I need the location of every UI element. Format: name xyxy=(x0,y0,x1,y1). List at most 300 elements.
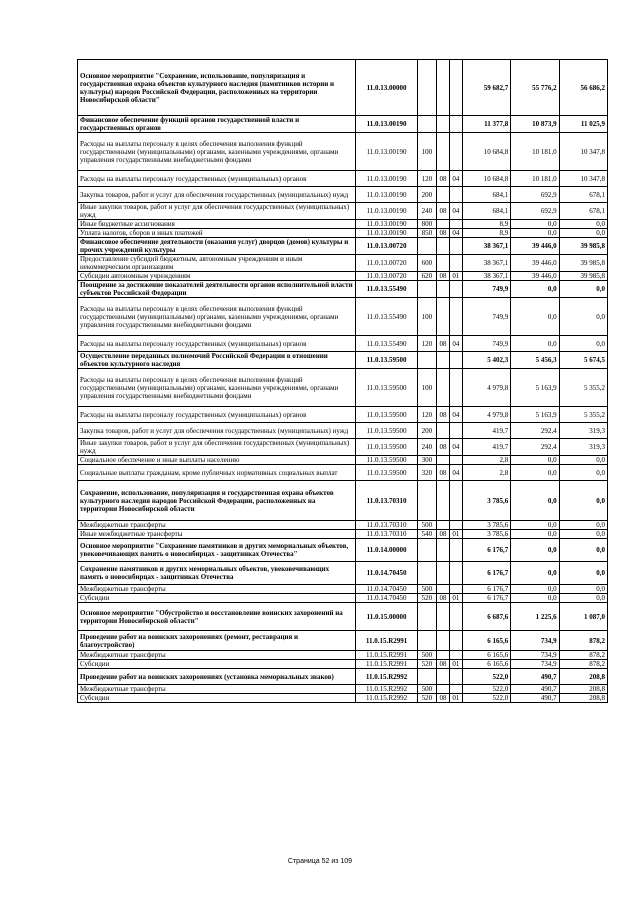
subsection-cell xyxy=(449,133,462,171)
subsection-cell xyxy=(449,481,462,521)
amount-year1-cell: 522,0 xyxy=(462,694,510,703)
target-article-code-cell: 11.0.13.00190 xyxy=(356,171,417,187)
amount-year1-cell: 684,1 xyxy=(462,187,510,203)
amount-year1-cell: 6 687,6 xyxy=(462,603,510,631)
expense-type-cell xyxy=(417,116,436,133)
section-cell: 08 xyxy=(437,530,450,539)
amount-year3-cell: 0,0 xyxy=(559,539,607,562)
amount-year1-cell: 2,8 xyxy=(462,456,510,465)
amount-year2-cell: 490,7 xyxy=(511,669,559,685)
expense-type-cell xyxy=(417,539,436,562)
amount-year1-cell: 10 684,8 xyxy=(462,171,510,187)
expense-name-cell: Сохранение памятников и других мемориальных объектов, увековечивающих память о новосибирцах - защитниках Отечества xyxy=(78,562,356,585)
amount-year1-cell: 6 176,7 xyxy=(462,562,510,585)
subsection-cell: 01 xyxy=(449,594,462,603)
expense-name-cell: Иные закупки товаров, работ и услуг для обеспечения государственных (муниципальных) нужд xyxy=(78,203,356,220)
amount-year1-cell: 2,8 xyxy=(462,465,510,481)
amount-year3-cell: 878,2 xyxy=(559,660,607,669)
expense-type-cell: 500 xyxy=(417,685,436,694)
target-article-code-cell: 11.0.15.R2992 xyxy=(356,685,417,694)
subsection-cell xyxy=(449,220,462,229)
table-row xyxy=(78,255,608,272)
subsection-cell: 04 xyxy=(449,407,462,423)
expense-type-cell: 520 xyxy=(417,660,436,669)
amount-year2-cell: 734,9 xyxy=(511,651,559,660)
amount-year2-cell: 39 446,0 xyxy=(511,238,559,255)
expense-type-cell xyxy=(417,352,436,369)
target-article-code-cell: 11.0.15.00000 xyxy=(356,603,417,631)
section-cell: 08 xyxy=(437,439,450,456)
section-cell xyxy=(437,685,450,694)
expense-name-cell: Осуществление переданных полномочий Российской Федерации в отношении объектов культурного наследия xyxy=(78,352,356,369)
expense-name-cell: Сохранение, использование, популяризация и государственная охрана объектов культурного наследия народов Российской Федерации, расположенных на территории Новосибирской области xyxy=(78,481,356,521)
table-row xyxy=(78,685,608,694)
expense-type-cell xyxy=(417,631,436,651)
expense-type-cell xyxy=(417,281,436,298)
expense-name-cell: Межбюджетные трансферты xyxy=(78,685,356,694)
amount-year2-cell: 292,4 xyxy=(511,423,559,439)
amount-year2-cell: 0,0 xyxy=(511,585,559,594)
section-cell xyxy=(437,187,450,203)
amount-year1-cell: 59 682,7 xyxy=(462,60,510,116)
target-article-code-cell: 11.0.13.59500 xyxy=(356,456,417,465)
subsection-cell: 04 xyxy=(449,465,462,481)
expense-name-cell: Расходы на выплаты персоналу в целях обеспечения выполнения функций государственными (муниципальными) органами, казенными учреждениями, органами управления государственными внебюджетными фондами xyxy=(78,133,356,171)
amount-year2-cell: 0,0 xyxy=(511,521,559,530)
expense-type-cell xyxy=(417,60,436,116)
expense-type-cell: 120 xyxy=(417,171,436,187)
amount-year1-cell: 6 176,7 xyxy=(462,594,510,603)
expense-type-cell: 620 xyxy=(417,272,436,281)
amount-year3-cell: 0,0 xyxy=(559,220,607,229)
amount-year1-cell: 4 979,8 xyxy=(462,407,510,423)
subsection-cell xyxy=(449,116,462,133)
table-row xyxy=(78,203,608,220)
section-cell xyxy=(437,521,450,530)
amount-year3-cell: 0,0 xyxy=(559,585,607,594)
expense-type-cell: 100 xyxy=(417,133,436,171)
amount-year2-cell: 0,0 xyxy=(511,220,559,229)
amount-year2-cell: 490,7 xyxy=(511,685,559,694)
expense-name-cell: Межбюджетные трансферты xyxy=(78,651,356,660)
amount-year2-cell: 0,0 xyxy=(511,229,559,238)
section-cell xyxy=(437,281,450,298)
target-article-code-cell: 11.0.13.00190 xyxy=(356,229,417,238)
amount-year1-cell: 6 165,6 xyxy=(462,651,510,660)
amount-year3-cell: 5 674,5 xyxy=(559,352,607,369)
section-cell xyxy=(437,539,450,562)
amount-year2-cell: 734,9 xyxy=(511,660,559,669)
budget-table xyxy=(77,59,608,703)
target-article-code-cell: 11.0.13.59500 xyxy=(356,369,417,407)
amount-year2-cell: 0,0 xyxy=(511,562,559,585)
table-row xyxy=(78,369,608,407)
table-row xyxy=(78,220,608,229)
subsection-cell: 01 xyxy=(449,694,462,703)
amount-year1-cell: 6 176,7 xyxy=(462,539,510,562)
table-row xyxy=(78,116,608,133)
section-cell xyxy=(437,562,450,585)
expense-type-cell: 240 xyxy=(417,203,436,220)
expense-name-cell: Межбюджетные трансферты xyxy=(78,585,356,594)
section-cell: 08 xyxy=(437,336,450,352)
table-row xyxy=(78,298,608,336)
section-cell xyxy=(437,456,450,465)
subsection-cell xyxy=(449,369,462,407)
target-article-code-cell: 11.0.13.00190 xyxy=(356,133,417,171)
target-article-code-cell: 11.0.13.00720 xyxy=(356,238,417,255)
expense-type-cell xyxy=(417,562,436,585)
target-article-code-cell: 11.0.13.59500 xyxy=(356,407,417,423)
target-article-code-cell: 11.0.15.R2992 xyxy=(356,669,417,685)
expense-type-cell: 800 xyxy=(417,220,436,229)
target-article-code-cell: 11.0.13.00190 xyxy=(356,187,417,203)
table-row xyxy=(78,272,608,281)
target-article-code-cell: 11.0.13.00720 xyxy=(356,255,417,272)
expense-type-cell xyxy=(417,481,436,521)
expense-name-cell: Иные межбюджетные трансферты xyxy=(78,530,356,539)
amount-year2-cell: 1 225,6 xyxy=(511,603,559,631)
table-row xyxy=(78,336,608,352)
amount-year2-cell: 0,0 xyxy=(511,530,559,539)
subsection-cell: 04 xyxy=(449,336,462,352)
expense-type-cell: 540 xyxy=(417,530,436,539)
table-row xyxy=(78,133,608,171)
table-row xyxy=(78,530,608,539)
amount-year2-cell: 0,0 xyxy=(511,539,559,562)
expense-name-cell: Закупка товаров, работ и услуг для обеспечения государственных (муниципальных) нужд xyxy=(78,187,356,203)
expense-type-cell: 300 xyxy=(417,456,436,465)
amount-year1-cell: 3 785,6 xyxy=(462,521,510,530)
amount-year1-cell: 6 165,6 xyxy=(462,660,510,669)
expense-type-cell: 500 xyxy=(417,521,436,530)
section-cell: 08 xyxy=(437,203,450,220)
amount-year2-cell: 490,7 xyxy=(511,694,559,703)
amount-year2-cell: 734,9 xyxy=(511,631,559,651)
expense-type-cell: 850 xyxy=(417,229,436,238)
expense-name-cell: Проведение работ на воинских захоронениях (установка мемориальных знаков) xyxy=(78,669,356,685)
target-article-code-cell: 11.0.13.70310 xyxy=(356,530,417,539)
subsection-cell xyxy=(449,539,462,562)
amount-year1-cell: 38 367,1 xyxy=(462,272,510,281)
amount-year2-cell: 0,0 xyxy=(511,594,559,603)
target-article-code-cell: 11.0.13.59500 xyxy=(356,423,417,439)
amount-year3-cell: 878,2 xyxy=(559,631,607,651)
subsection-cell xyxy=(449,238,462,255)
expense-name-cell: Межбюджетные трансферты xyxy=(78,521,356,530)
subsection-cell: 04 xyxy=(449,171,462,187)
amount-year2-cell: 5 456,3 xyxy=(511,352,559,369)
subsection-cell xyxy=(449,521,462,530)
table-row xyxy=(78,669,608,685)
amount-year2-cell: 10 181,0 xyxy=(511,133,559,171)
amount-year1-cell: 38 367,1 xyxy=(462,238,510,255)
target-article-code-cell: 11.0.13.59500 xyxy=(356,352,417,369)
expense-type-cell xyxy=(417,603,436,631)
section-cell xyxy=(437,220,450,229)
expense-name-cell: Финансовое обеспечение деятельности (оказания услуг) дворцов (домов) культуры и прочих учреждений культуры xyxy=(78,238,356,255)
section-cell xyxy=(437,481,450,521)
section-cell xyxy=(437,651,450,660)
expense-type-cell: 200 xyxy=(417,423,436,439)
target-article-code-cell: 11.0.13.70310 xyxy=(356,481,417,521)
subsection-cell xyxy=(449,585,462,594)
target-article-code-cell: 11.0.15.R2991 xyxy=(356,660,417,669)
table-row xyxy=(78,171,608,187)
subsection-cell: 01 xyxy=(449,530,462,539)
subsection-cell xyxy=(449,685,462,694)
section-cell xyxy=(437,423,450,439)
section-cell: 08 xyxy=(437,694,450,703)
amount-year1-cell: 419,7 xyxy=(462,439,510,456)
amount-year1-cell: 749,9 xyxy=(462,298,510,336)
section-cell: 08 xyxy=(437,407,450,423)
table-row xyxy=(78,439,608,456)
amount-year1-cell: 419,7 xyxy=(462,423,510,439)
subsection-cell xyxy=(449,60,462,116)
section-cell xyxy=(437,133,450,171)
subsection-cell: 04 xyxy=(449,439,462,456)
expense-name-cell: Социальное обеспечение и иные выплаты населению xyxy=(78,456,356,465)
expense-name-cell: Основное мероприятие "Сохранение памятников и других мемориальных объектов, увековечивающих память о новосибирцах - защитниках Отечества" xyxy=(78,539,356,562)
amount-year1-cell: 3 785,6 xyxy=(462,481,510,521)
expense-name-cell: Субсидии xyxy=(78,694,356,703)
amount-year1-cell: 5 402,3 xyxy=(462,352,510,369)
expense-type-cell: 520 xyxy=(417,694,436,703)
amount-year1-cell: 3 785,6 xyxy=(462,530,510,539)
expense-name-cell: Расходы на выплаты персоналу в целях обеспечения выполнения функций государственными (муниципальными) органами, казенными учреждениями, органами управления государственными внебюджетными фондами xyxy=(78,369,356,407)
subsection-cell xyxy=(449,603,462,631)
expense-type-cell xyxy=(417,238,436,255)
section-cell xyxy=(437,585,450,594)
amount-year3-cell: 11 025,9 xyxy=(559,116,607,133)
table-row xyxy=(78,60,608,116)
amount-year1-cell: 749,9 xyxy=(462,336,510,352)
subsection-cell xyxy=(449,298,462,336)
amount-year3-cell: 0,0 xyxy=(559,456,607,465)
expense-type-cell: 100 xyxy=(417,298,436,336)
expense-name-cell: Иные закупки товаров, работ и услуг для обеспечения государственных (муниципальных) нужд xyxy=(78,439,356,456)
expense-name-cell: Основное мероприятие "Сохранение, использование, популяризация и государственная охрана объектов культурного наследия (памятников истории и культуры) народов Российской Федерации, расположенных на территории Новосибирской области" xyxy=(78,60,356,116)
amount-year2-cell: 39 446,0 xyxy=(511,272,559,281)
target-article-code-cell: 11.0.13.70310 xyxy=(356,521,417,530)
expense-type-cell: 120 xyxy=(417,407,436,423)
amount-year2-cell: 0,0 xyxy=(511,465,559,481)
amount-year3-cell: 0,0 xyxy=(559,594,607,603)
section-cell: 08 xyxy=(437,594,450,603)
target-article-code-cell: 11.0.15.R2991 xyxy=(356,631,417,651)
expense-name-cell: Субсидии автономным учреждениям xyxy=(78,272,356,281)
expense-name-cell: Расходы на выплаты персоналу в целях обеспечения выполнения функций государственными (муниципальными) органами, казенными учреждениями, органами управления государственными внебюджетными фондами xyxy=(78,298,356,336)
amount-year3-cell: 208,8 xyxy=(559,694,607,703)
table-row xyxy=(78,229,608,238)
expense-name-cell: Предоставление субсидий бюджетным, автономным учреждениям и иным некоммерческим организациям xyxy=(78,255,356,272)
expense-name-cell: Закупка товаров, работ и услуг для обеспечения государственных (муниципальных) нужд xyxy=(78,423,356,439)
expense-name-cell: Субсидии xyxy=(78,660,356,669)
table-row xyxy=(78,281,608,298)
amount-year3-cell: 319,3 xyxy=(559,439,607,456)
amount-year1-cell: 522,0 xyxy=(462,685,510,694)
target-article-code-cell: 11.0.13.00190 xyxy=(356,116,417,133)
amount-year1-cell: 6 165,6 xyxy=(462,631,510,651)
target-article-code-cell: 11.0.14.70450 xyxy=(356,562,417,585)
amount-year2-cell: 692,9 xyxy=(511,203,559,220)
amount-year3-cell: 208,8 xyxy=(559,685,607,694)
amount-year1-cell: 6 176,7 xyxy=(462,585,510,594)
amount-year3-cell: 0,0 xyxy=(559,281,607,298)
amount-year2-cell: 0,0 xyxy=(511,298,559,336)
expense-name-cell: Субсидии xyxy=(78,594,356,603)
expense-name-cell: Финансовое обеспечение функций органов государственной власти и государственных органов xyxy=(78,116,356,133)
amount-year3-cell: 5 355,2 xyxy=(559,369,607,407)
amount-year2-cell: 0,0 xyxy=(511,456,559,465)
target-article-code-cell: 11.0.13.59500 xyxy=(356,465,417,481)
amount-year2-cell: 692,9 xyxy=(511,187,559,203)
expense-name-cell: Основное мероприятие "Обустройство и восстановление воинских захоронений на территории Новосибирской области" xyxy=(78,603,356,631)
amount-year3-cell: 878,2 xyxy=(559,651,607,660)
expense-type-cell: 240 xyxy=(417,439,436,456)
table-row xyxy=(78,456,608,465)
table-row xyxy=(78,562,608,585)
table-row xyxy=(78,187,608,203)
section-cell xyxy=(437,669,450,685)
table-row xyxy=(78,465,608,481)
amount-year3-cell: 39 985,8 xyxy=(559,272,607,281)
table-row xyxy=(78,594,608,603)
subsection-cell: 01 xyxy=(449,660,462,669)
expense-name-cell: Проведение работ на воинских захоронениях (ремонт, реставрация и благоустройство) xyxy=(78,631,356,651)
subsection-cell xyxy=(449,423,462,439)
table-row xyxy=(78,631,608,651)
target-article-code-cell: 11.0.14.70450 xyxy=(356,594,417,603)
amount-year3-cell: 678,1 xyxy=(559,187,607,203)
section-cell: 08 xyxy=(437,465,450,481)
amount-year3-cell: 319,3 xyxy=(559,423,607,439)
target-article-code-cell: 11.0.13.00190 xyxy=(356,220,417,229)
section-cell: 08 xyxy=(437,272,450,281)
expense-name-cell: Поощрение за достижение показателей деятельности органов исполнительной власти субъектов Российской Федерации xyxy=(78,281,356,298)
table-row xyxy=(78,352,608,369)
subsection-cell: 01 xyxy=(449,272,462,281)
expense-type-cell: 500 xyxy=(417,651,436,660)
target-article-code-cell: 11.0.13.00000 xyxy=(356,60,417,116)
target-article-code-cell: 11.0.14.00000 xyxy=(356,539,417,562)
amount-year1-cell: 522,0 xyxy=(462,669,510,685)
amount-year2-cell: 55 776,2 xyxy=(511,60,559,116)
table-row xyxy=(78,651,608,660)
subsection-cell xyxy=(449,352,462,369)
amount-year2-cell: 39 446,0 xyxy=(511,255,559,272)
subsection-cell: 04 xyxy=(449,229,462,238)
expense-type-cell: 320 xyxy=(417,465,436,481)
expense-name-cell: Иные бюджетные ассигнования xyxy=(78,220,356,229)
amount-year1-cell: 749,9 xyxy=(462,281,510,298)
amount-year3-cell: 0,0 xyxy=(559,562,607,585)
section-cell: 08 xyxy=(437,229,450,238)
target-article-code-cell: 11.0.15.R2991 xyxy=(356,651,417,660)
amount-year3-cell: 678,1 xyxy=(559,203,607,220)
section-cell xyxy=(437,631,450,651)
amount-year3-cell: 0,0 xyxy=(559,229,607,238)
table-row xyxy=(78,238,608,255)
expense-type-cell: 600 xyxy=(417,255,436,272)
expense-name-cell: Расходы на выплаты персоналу государственных (муниципальных) органов xyxy=(78,407,356,423)
section-cell xyxy=(437,369,450,407)
amount-year3-cell: 0,0 xyxy=(559,465,607,481)
section-cell xyxy=(437,603,450,631)
subsection-cell xyxy=(449,255,462,272)
amount-year1-cell: 38 367,1 xyxy=(462,255,510,272)
table-row xyxy=(78,603,608,631)
expense-name-cell: Расходы на выплаты персоналу государственных (муниципальных) органов xyxy=(78,336,356,352)
amount-year2-cell: 10 873,9 xyxy=(511,116,559,133)
expense-name-cell: Уплата налогов, сборов и иных платежей xyxy=(78,229,356,238)
table-row xyxy=(78,660,608,669)
subsection-cell xyxy=(449,562,462,585)
amount-year3-cell: 0,0 xyxy=(559,481,607,521)
target-article-code-cell: 11.0.13.55490 xyxy=(356,336,417,352)
section-cell xyxy=(437,60,450,116)
amount-year3-cell: 0,0 xyxy=(559,298,607,336)
amount-year3-cell: 56 686,2 xyxy=(559,60,607,116)
target-article-code-cell: 11.0.15.R2992 xyxy=(356,694,417,703)
subsection-cell xyxy=(449,631,462,651)
expense-type-cell: 500 xyxy=(417,585,436,594)
amount-year2-cell: 0,0 xyxy=(511,281,559,298)
table-row xyxy=(78,585,608,594)
budget-table-body xyxy=(78,60,608,703)
amount-year1-cell: 684,1 xyxy=(462,203,510,220)
section-cell: 08 xyxy=(437,171,450,187)
amount-year3-cell: 0,0 xyxy=(559,521,607,530)
table-row xyxy=(78,407,608,423)
target-article-code-cell: 11.0.14.70450 xyxy=(356,585,417,594)
section-cell xyxy=(437,255,450,272)
amount-year2-cell: 292,4 xyxy=(511,439,559,456)
amount-year3-cell: 39 985,8 xyxy=(559,238,607,255)
table-row xyxy=(78,481,608,521)
expense-type-cell: 200 xyxy=(417,187,436,203)
expense-name-cell: Социальные выплаты гражданам, кроме публичных нормативных социальных выплат xyxy=(78,465,356,481)
amount-year3-cell: 0,0 xyxy=(559,530,607,539)
amount-year2-cell: 5 163,9 xyxy=(511,407,559,423)
amount-year1-cell: 8,9 xyxy=(462,229,510,238)
target-article-code-cell: 11.0.13.00190 xyxy=(356,203,417,220)
subsection-cell xyxy=(449,187,462,203)
amount-year3-cell: 39 985,8 xyxy=(559,255,607,272)
amount-year3-cell: 5 355,2 xyxy=(559,407,607,423)
table-row xyxy=(78,694,608,703)
expense-type-cell xyxy=(417,669,436,685)
section-cell xyxy=(437,238,450,255)
amount-year3-cell: 10 347,8 xyxy=(559,133,607,171)
subsection-cell xyxy=(449,651,462,660)
expense-type-cell: 120 xyxy=(417,336,436,352)
table-row xyxy=(78,539,608,562)
table-row xyxy=(78,521,608,530)
amount-year3-cell: 10 347,8 xyxy=(559,171,607,187)
amount-year1-cell: 4 979,8 xyxy=(462,369,510,407)
subsection-cell xyxy=(449,281,462,298)
amount-year1-cell: 11 377,8 xyxy=(462,116,510,133)
page-number: Страница 52 из 109 xyxy=(287,858,353,865)
expense-type-cell: 520 xyxy=(417,594,436,603)
amount-year3-cell: 1 087,0 xyxy=(559,603,607,631)
target-article-code-cell: 11.0.13.00720 xyxy=(356,272,417,281)
amount-year2-cell: 5 163,9 xyxy=(511,369,559,407)
target-article-code-cell: 11.0.13.55490 xyxy=(356,298,417,336)
amount-year2-cell: 0,0 xyxy=(511,336,559,352)
